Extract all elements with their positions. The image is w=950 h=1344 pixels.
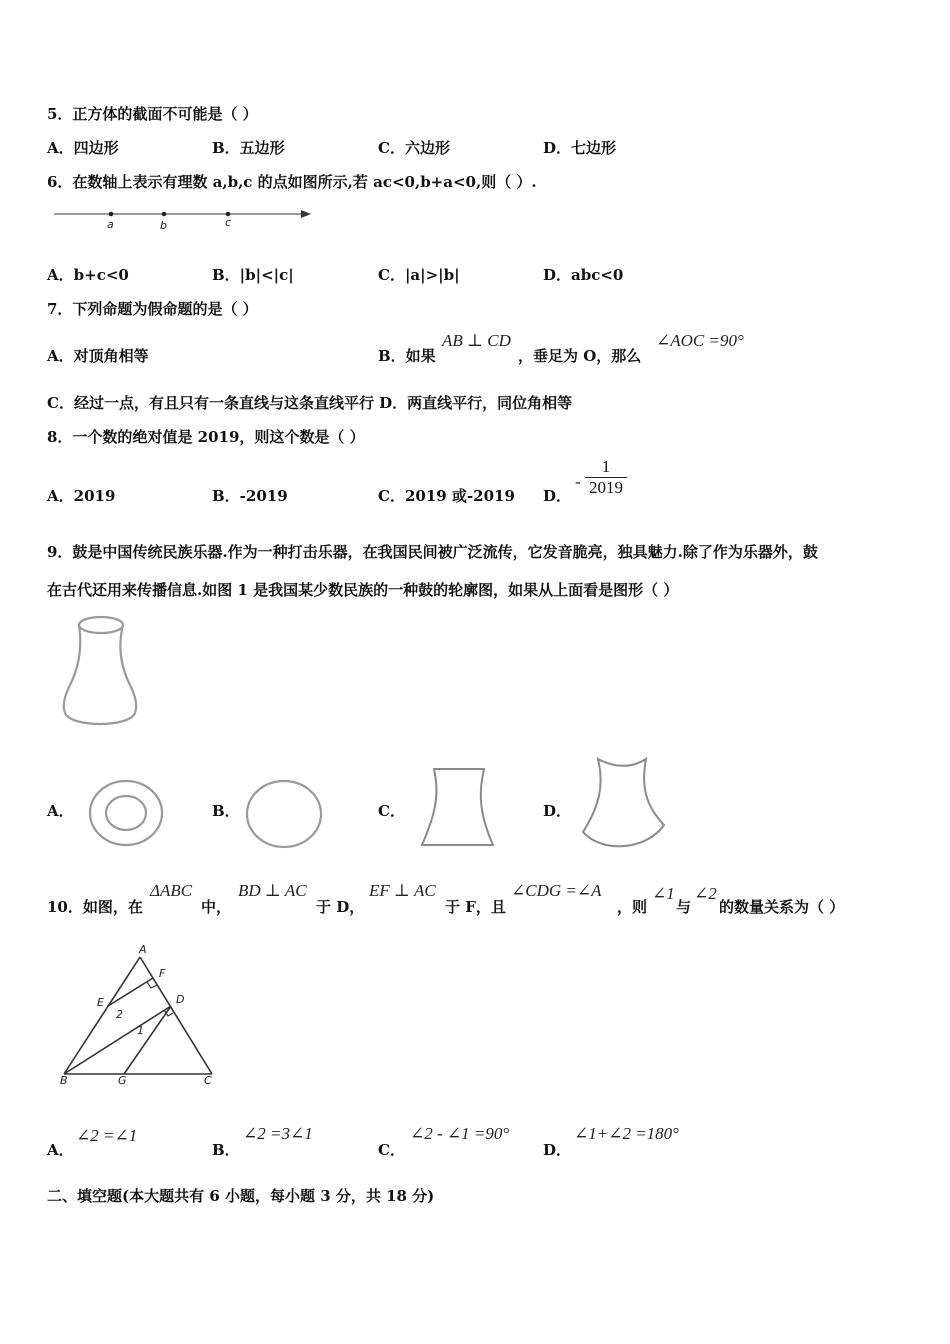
q10-option-a-math: ∠2 =∠1 [76,1126,138,1145]
q10-text-4: ，则 [617,898,648,916]
side-ab [64,957,140,1074]
q9-option-a-label: A． [47,802,74,820]
q10-option-a-label: A． [47,1141,74,1159]
q5-option-a: A．四边形 [47,139,119,157]
q10-text-2: 于 D， [316,898,365,916]
q7-option-a: A．对顶角相等 [47,347,149,365]
angle-2-label: 2 [116,1008,123,1021]
label-b: b [160,219,167,232]
q5-option-b: B．五边形 [212,139,285,157]
q8-option-b: B．-2019 [212,487,288,505]
q7-option-b-prefix: B．如果 [378,347,436,365]
q6-option-b: B．|b|<|c| [212,266,294,284]
q10-option-c-label: C． [378,1141,405,1159]
q9-line-1: 9．鼓是中国传统民族乐器.作为一种打击乐器，在我国民间被广泛流传，它发音脆亮，独具魅力.除了作为乐器外，鼓 [47,543,818,561]
q5-stem: 5．正方体的截面不可能是（ ） [47,105,258,123]
q9-option-b-label: B． [212,802,240,820]
q10-option-d-math: ∠1+∠2 =180° [574,1124,679,1143]
q6-option-c: C．|a|>|b| [378,266,460,284]
q7-stem: 7．下列命题为假命题的是（ ） [47,300,258,318]
q6-stem: 6．在数轴上表示有理数 a,b,c 的点如图所示,若 ac<0,b+a<0,则（ ）. [47,173,537,191]
q8-option-d-sign: - [575,472,581,491]
q10-text-6: 的数量关系为（ ） [719,898,845,916]
label-a: a [107,218,114,231]
q10-math-angle-1: ∠1 [652,884,675,903]
q7-option-b-middle: ，垂足为 O，那么 [518,347,642,365]
q5-option-c: C．六边形 [378,139,450,157]
q9-option-d-label: D． [543,802,572,820]
q9-option-c-label: C． [378,802,405,820]
point-f-label: F [159,967,166,980]
q10-text-1: 中， [201,898,232,916]
q8-option-d-label: D． [543,487,572,505]
vertex-b-label: B [60,1074,68,1087]
side-ac [140,957,212,1074]
q8-option-c: C．2019 或-2019 [378,487,515,505]
q6-option-a: A．b+c<0 [47,266,129,284]
fraction-numerator: 1 [585,457,627,478]
q9-line-2: 在古代还用来传播信息.如图 1 是我国某少数民族的一种鼓的轮廓图，如果从上面看是图形（ ） [47,581,679,599]
q10-option-b-label: B． [212,1141,240,1159]
vertex-c-label: C [204,1074,212,1087]
segment-ef [108,978,153,1006]
q10-math-angle-cdg: ∠CDG =∠A [511,881,602,900]
q10-math-triangle: ΔABC [150,881,193,900]
q10-option-d-label: D． [543,1141,572,1159]
q7-math-angle-aoc: ∠AOC =90° [656,331,744,350]
q7-math-ab-perp-cd: AB ⊥ CD [442,331,511,350]
q10-text-3: 于 F，且 [445,898,506,916]
q6-option-d: D．abc<0 [543,266,624,284]
q8-stem: 8．一个数的绝对值是 2019，则这个数是（ ） [47,428,365,446]
label-c: c [225,216,232,229]
section-2-title: 二、填空题(本大题共有 6 小题，每小题 3 分，共 18 分) [47,1187,435,1205]
q5-option-d: D．七边形 [543,139,617,157]
q8-option-a: A．2019 [47,487,116,505]
point-g-label: G [118,1074,127,1087]
q10-prefix: 10．如图，在 [47,898,143,916]
q7-options-c-d: C．经过一点，有且只有一条直线与这条直线平行 D．两直线平行，同位角相等 [47,394,573,412]
point-e-label: E [97,996,104,1009]
q10-math-angle-2: ∠2 [694,884,717,903]
q10-math-bd-perp-ac: BD ⊥ AC [238,881,307,900]
angle-1-label: 1 [137,1024,144,1037]
vertex-a-label: A [139,943,147,956]
q10-math-ef-perp-ac: EF ⊥ AC [369,881,436,900]
q10-option-b-math: ∠2 =3∠1 [243,1124,313,1143]
point-d-label: D [176,993,185,1006]
segment-gd [124,1006,171,1074]
fraction-denominator: 2019 [589,478,623,497]
q10-text-5: 与 [676,898,692,916]
q10-option-c-math: ∠2 - ∠1 =90° [410,1124,510,1143]
